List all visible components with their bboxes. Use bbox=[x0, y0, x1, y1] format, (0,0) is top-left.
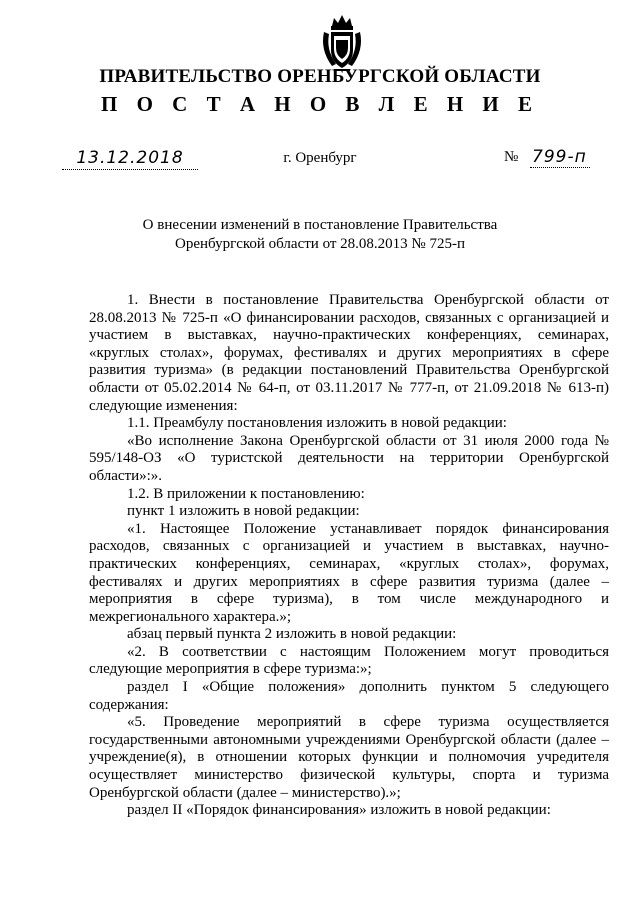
body-paragraph: абзац первый пункта 2 изложить в новой редакции: bbox=[127, 626, 457, 643]
handwritten-number: 799-п bbox=[532, 147, 587, 167]
subject-line: О внесении изменений в постановление Правительства bbox=[142, 217, 498, 233]
handwritten-date: 13.12.2018 bbox=[76, 148, 184, 168]
subject-line: Оренбургской области от 28.08.2013 № 725-п bbox=[174, 236, 466, 252]
body-paragraph: 1.1. Преамбулу постановления изложить в новой редакции: bbox=[127, 415, 507, 432]
document-type: П О С Т А Н О В Л Е Н И Е bbox=[100, 92, 539, 116]
document-body bbox=[89, 292, 609, 820]
government-name: ПРАВИТЕЛЬСТВО ОРЕНБУРГСКОЙ ОБЛАСТИ bbox=[99, 66, 541, 87]
city: г. Оренбург bbox=[283, 150, 357, 166]
date-underline bbox=[62, 169, 198, 170]
number-sign: № bbox=[504, 149, 519, 165]
body-paragraph: раздел I «Общие положения» дополнить пунктом 5 следующего содержания: bbox=[89, 679, 609, 713]
body-paragraph: 1. Внести в постановление Правительства Оренбургской области от 28.08.2013 № 725-п «О финансировании расходов, связанных с организацией и участием в выставках, научно-практических конференциях, семинарах, «круглых столах», форумах, фестивалях и других мероприятиях в сфере развития туризма» (в редакции постановлений Правительства Оренбургской области от 05.02.2014 № 64-п, от 03.11.2017 № 777-п, от 21.09.2018 № 613-п) следующие изменения: bbox=[89, 292, 609, 414]
body-paragraph: раздел II «Порядок финансирования» изложить в новой редакции: bbox=[127, 802, 551, 819]
body-paragraph: 1.2. В приложении к постановлению: bbox=[127, 485, 365, 502]
orenburg-coat-of-arms-icon bbox=[318, 12, 366, 72]
body-paragraph: «2. В соответствии с настоящим Положением могут проводиться следующие мероприятия в сфере туризма:»; bbox=[89, 643, 609, 678]
body-paragraph: «5. Проведение мероприятий в сфере туризма осуществляется государственными автономными учреждениями Оренбургской области (далее – учреждение(я), в отношении которых функции и полномочия учредителя осуществляет министерство физической культуры, спорта и туризма Оренбургской области (далее – министерство).»; bbox=[89, 714, 609, 801]
body-paragraph: «Во исполнение Закона Оренбургской области от 31 июля 2000 года № 595/148-ОЗ «О туристской деятельности на территории Оренбургской области»:». bbox=[89, 432, 609, 484]
number-underline bbox=[530, 167, 590, 168]
body-paragraph: пункт 1 изложить в новой редакции: bbox=[127, 503, 360, 520]
document-subject bbox=[0, 216, 640, 254]
body-paragraph: «1. Настоящее Положение устанавливает порядок финансирования расходов, связанных с организацией и участием в выставках, научно-практических конференциях, семинарах, «круглых столах», форумах, фестивалях и других мероприятиях в сфере развития туризма (далее – мероприятия в сфере туризма), в том числе международного и межрегионального характера.»; bbox=[89, 520, 609, 625]
